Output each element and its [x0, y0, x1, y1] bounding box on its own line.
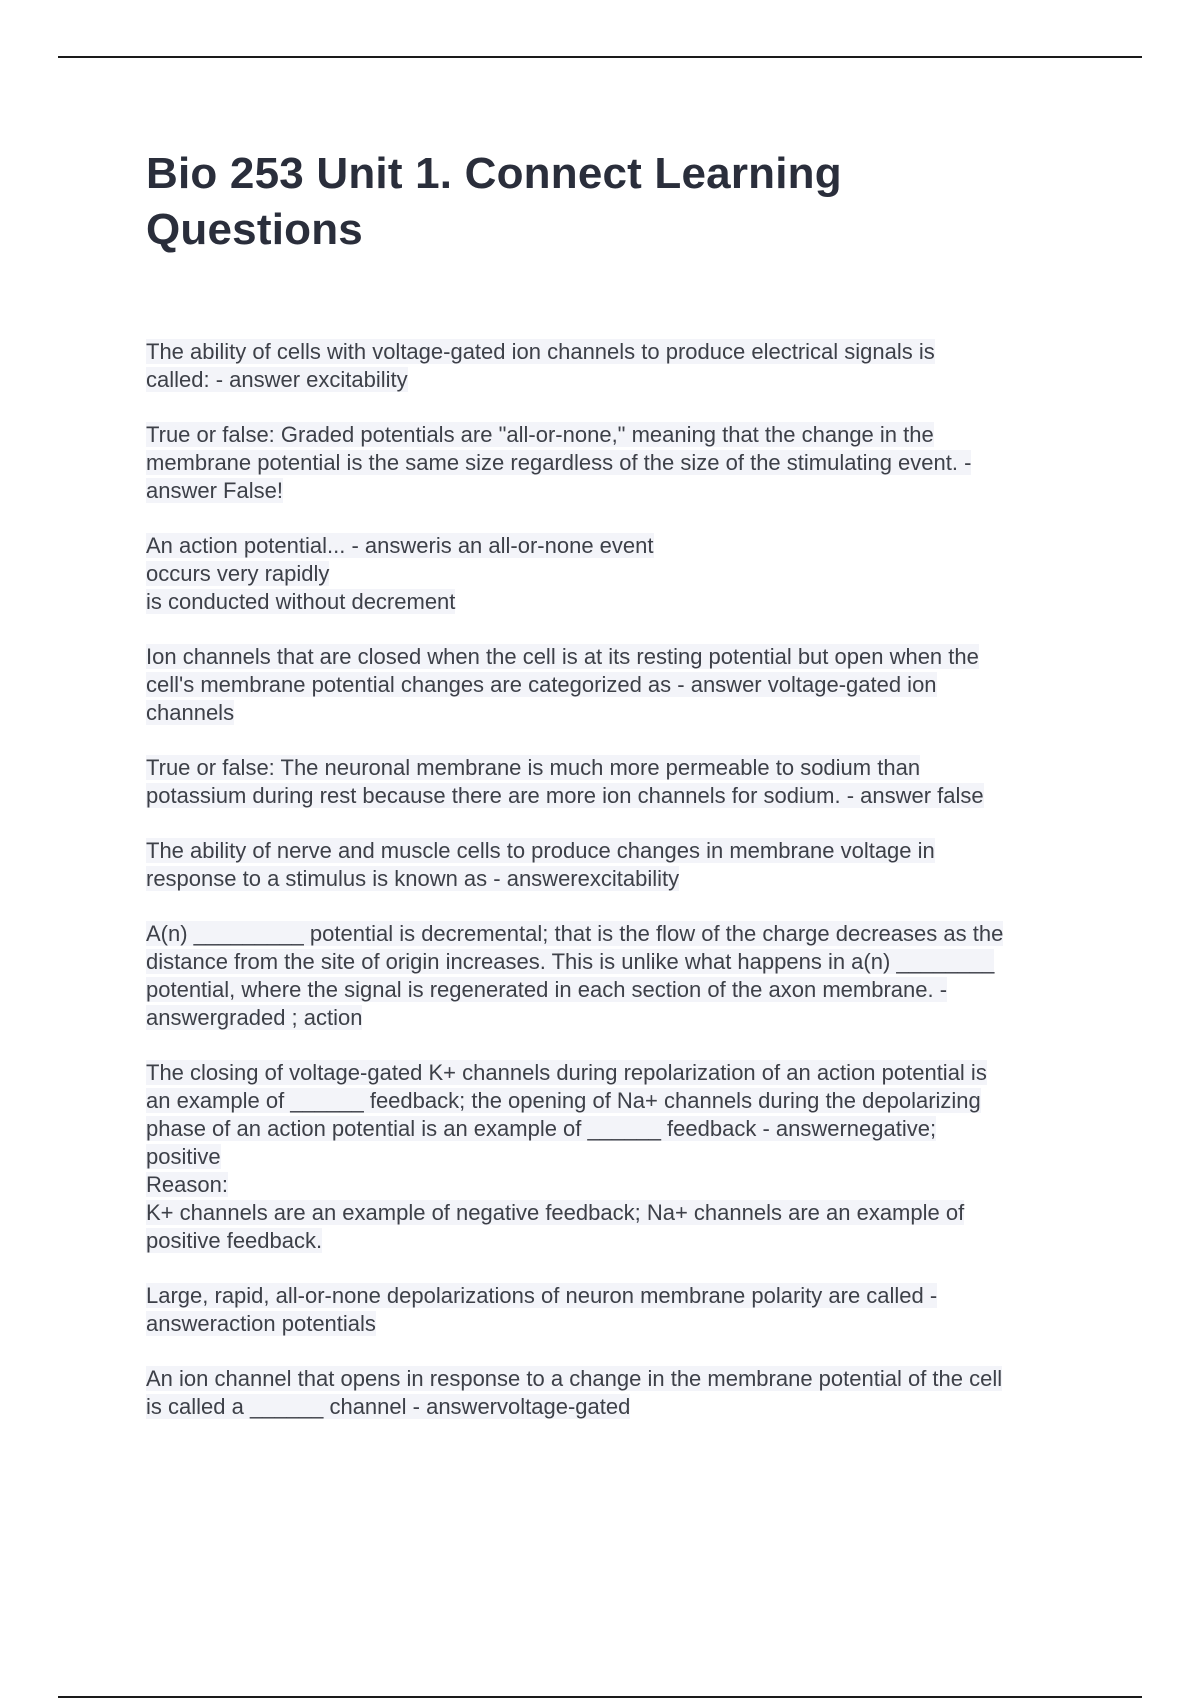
question-item: [146, 1282, 1106, 1338]
question-item: [146, 532, 1106, 616]
question-text: The closing of voltage-gated K+ channels during repolarization of an action potential is an example of ______ feedback; the opening of Na+ channels during the depolarizing phase of an action potential is an example of ______ feedback - answernegative; positive Reason: K+ channels are an example of negative feedback; Na+ channels are an example of positive feedback.: [146, 1060, 987, 1253]
question-text: The ability of cells with voltage-gated ion channels to produce electrical signals is called: - answer excitability: [146, 339, 935, 392]
question-item: [146, 421, 1106, 505]
question-item: [146, 754, 1106, 810]
question-item: [146, 1059, 1106, 1255]
question-item: [146, 338, 1106, 394]
top-rule: [58, 56, 1142, 58]
question-text: True or false: The neuronal membrane is much more permeable to sodium than potassium during rest because there are more ion channels for sodium. - answer false: [146, 755, 984, 808]
question-text: A(n) _________ potential is decremental; that is the flow of the charge decreases as the distance from the site of origin increases. This is unlike what happens in a(n) ________ potential, where the signal is regenerated in each section of the axon membrane. - answergraded ; action: [146, 921, 1004, 1030]
question-text: Ion channels that are closed when the cell is at its resting potential but open when the cell's membrane potential changes are categorized as - answer voltage-gated ion channels: [146, 644, 979, 725]
question-item: [146, 1365, 1106, 1421]
document-title: Bio 253 Unit 1. Connect Learning Questions: [146, 149, 842, 254]
bottom-rule: [58, 1696, 1142, 1698]
question-item: [146, 837, 1106, 893]
question-text: The ability of nerve and muscle cells to produce changes in membrane voltage in response to a stimulus is known as - answerexcitability: [146, 838, 935, 891]
question-text: Large, rapid, all-or-none depolarizations of neuron membrane polarity are called - answeraction potentials: [146, 1283, 938, 1336]
question-text: An ion channel that opens in response to a change in the membrane potential of the cell is called a ______ channel - answervoltage-gated: [146, 1366, 1003, 1419]
question-item: [146, 920, 1106, 1032]
question-list: [146, 338, 1106, 1448]
question-text: True or false: Graded potentials are "all-or-none," meaning that the change in the membrane potential is the same size regardless of the size of the stimulating event. - answer False!: [146, 422, 972, 503]
question-item: [146, 643, 1106, 727]
question-text: An action potential... - answeris an all-or-none event occurs very rapidly is conducted without decrement: [146, 533, 654, 614]
